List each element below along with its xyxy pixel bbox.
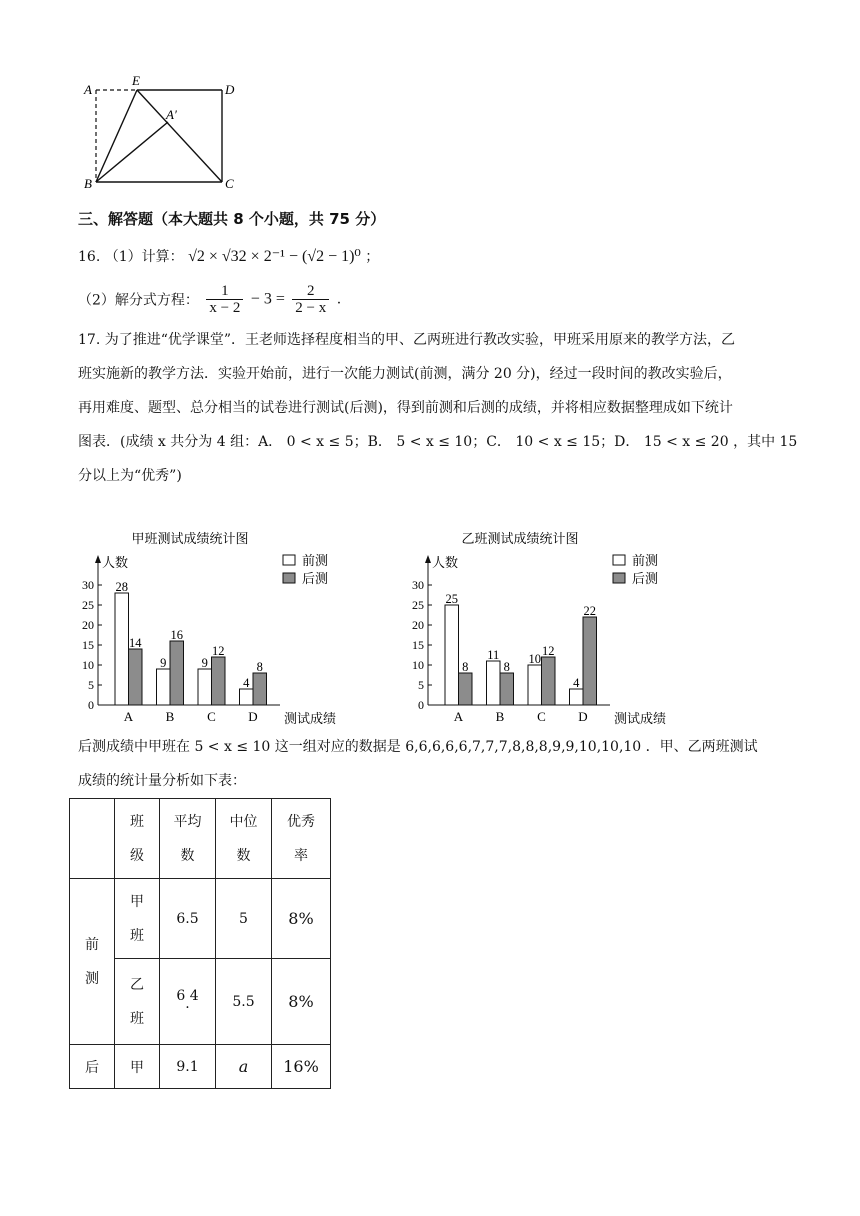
legend-swatch bbox=[283, 573, 295, 583]
data-label: 9 bbox=[160, 656, 167, 670]
data-label: 8 bbox=[462, 660, 469, 674]
category-label: C bbox=[537, 709, 546, 724]
question-16-part2 bbox=[78, 283, 341, 316]
header-rate bbox=[272, 799, 331, 879]
q17-line-5: 分以上为“优秀”) bbox=[78, 468, 182, 484]
y-tick-label: 10 bbox=[82, 658, 94, 672]
chart-title: 甲班测试成绩统计图 bbox=[131, 531, 249, 546]
row-class-label: 甲 班 bbox=[130, 893, 144, 944]
fraction-2 bbox=[292, 283, 329, 316]
header-empty-cell bbox=[70, 799, 115, 879]
question-17-followup bbox=[78, 730, 798, 798]
question-16-part1 bbox=[78, 246, 379, 266]
bar-post bbox=[253, 673, 267, 705]
header-mean bbox=[160, 799, 216, 879]
legend-label: 后测 bbox=[302, 571, 329, 586]
y-tick-label: 5 bbox=[88, 678, 94, 692]
chart-title: 乙班测试成绩统计图 bbox=[461, 531, 579, 546]
y-tick-label: 25 bbox=[412, 598, 424, 612]
class-yi-bar-chart bbox=[400, 525, 700, 730]
bar-post bbox=[500, 673, 514, 705]
legend-label: 前测 bbox=[632, 553, 659, 568]
row-rate: 8% bbox=[272, 959, 331, 1045]
table-row bbox=[70, 879, 331, 959]
q16-part2-label: （2）解分式方程： bbox=[78, 292, 199, 309]
edge-eb bbox=[96, 90, 137, 182]
category-label: D bbox=[578, 709, 588, 724]
data-label: 16 bbox=[170, 628, 183, 642]
q17-line-4: 图表．(成绩 x 共分为 4 组：A． 0 < x ≤ 5；B． 5 < x ≤ 10；C． 10 < x ≤ 15；D． 15 < x ≤ 20 ，其中 15 bbox=[78, 434, 798, 450]
bar-pre bbox=[115, 593, 129, 705]
row-rate: 16% bbox=[272, 1045, 331, 1089]
q16-number: 16. bbox=[78, 249, 101, 265]
row-class-cell bbox=[115, 879, 160, 959]
table-header-row bbox=[70, 799, 331, 879]
y-tick-label: 10 bbox=[412, 658, 424, 672]
category-label: D bbox=[248, 709, 258, 724]
bar-post bbox=[212, 657, 226, 705]
fraction-2-numerator: 2 bbox=[292, 283, 329, 300]
followup-line-2: 成绩的统计量分析如下表： bbox=[78, 773, 246, 789]
y-axis-arrow bbox=[95, 555, 101, 563]
y-tick-label: 15 bbox=[82, 638, 94, 652]
y-axis-label: 人数 bbox=[102, 555, 129, 570]
table-row bbox=[70, 1045, 331, 1089]
header-median bbox=[216, 799, 272, 879]
label-c: C bbox=[225, 176, 234, 191]
minus-three: − 3 = bbox=[250, 290, 285, 308]
bar-pre bbox=[157, 669, 171, 705]
bar-post bbox=[129, 649, 143, 705]
category-label: C bbox=[207, 709, 216, 724]
fraction-2-denominator: 2 − x bbox=[295, 300, 327, 316]
edge-ec bbox=[137, 90, 222, 182]
row-median: 5 bbox=[216, 879, 272, 959]
bar-pre bbox=[528, 665, 542, 705]
legend-label: 前测 bbox=[302, 553, 329, 568]
x-axis-label: 测试成绩 bbox=[614, 711, 667, 726]
data-label: 12 bbox=[212, 644, 225, 658]
bar-post bbox=[583, 617, 597, 705]
y-axis-label: 人数 bbox=[432, 555, 459, 570]
q16-part1-label: （1）计算： bbox=[104, 249, 184, 265]
q16-part1-end: ； bbox=[365, 249, 380, 265]
header-rate-label: 优秀 率 bbox=[287, 813, 315, 864]
bar-pre bbox=[570, 689, 584, 705]
data-label: 4 bbox=[573, 676, 580, 690]
bar-pre bbox=[445, 605, 459, 705]
row-class-cell bbox=[115, 959, 160, 1045]
label-a-prime: A′ bbox=[166, 107, 177, 122]
x-axis-label: 测试成绩 bbox=[284, 711, 337, 726]
row-mean-cell bbox=[160, 959, 216, 1045]
row-mean: 6 4 · bbox=[176, 987, 199, 1016]
q16-part1-expression: √2 × √32 × 2⁻¹ − (√2 − 1)⁰ bbox=[188, 248, 361, 265]
bar-post bbox=[170, 641, 184, 705]
legend-swatch bbox=[283, 555, 295, 565]
row-class-label: 乙 班 bbox=[130, 976, 144, 1027]
label-b: B bbox=[84, 176, 92, 191]
data-label: 8 bbox=[256, 660, 263, 674]
bar-pre bbox=[198, 669, 212, 705]
row-median: 5.5 bbox=[216, 959, 272, 1045]
y-tick-label: 20 bbox=[82, 618, 94, 632]
data-label: 22 bbox=[583, 604, 596, 618]
fraction-1 bbox=[206, 283, 243, 316]
legend-swatch bbox=[613, 573, 625, 583]
header-class bbox=[115, 799, 160, 879]
header-median-label: 中位 数 bbox=[229, 813, 258, 864]
bar-pre bbox=[240, 689, 254, 705]
q17-line-3: 再用难度、题型、总分相当的试卷进行测试(后测)，得到前测和后测的成绩，并将相应数据整理成如下统计 bbox=[78, 400, 733, 416]
label-e: E bbox=[132, 73, 140, 88]
followup-line-1: 后测成绩中甲班在 5 < x ≤ 10 这一组对应的数据是 6,6,6,6,6,7,7,7,8,8,8,9,9,10,10,10 ．甲、乙两班测试 bbox=[78, 739, 758, 755]
data-label: 25 bbox=[445, 592, 458, 606]
geometry-figure bbox=[80, 72, 250, 194]
header-mean-label: 平均 数 bbox=[173, 813, 202, 864]
data-label: 28 bbox=[115, 580, 128, 594]
y-tick-label: 30 bbox=[82, 578, 94, 592]
row-class: 甲 bbox=[115, 1045, 160, 1089]
class-jia-bar-chart bbox=[70, 525, 370, 730]
y-tick-label: 20 bbox=[412, 618, 424, 632]
bar-pre bbox=[487, 661, 501, 705]
data-label: 4 bbox=[243, 676, 250, 690]
data-label: 9 bbox=[201, 656, 208, 670]
data-label: 12 bbox=[542, 644, 555, 658]
y-tick-label: 5 bbox=[418, 678, 424, 692]
y-tick-label: 25 bbox=[82, 598, 94, 612]
category-label: B bbox=[495, 709, 505, 724]
row-median: a bbox=[216, 1045, 272, 1089]
q16-part2-end: . bbox=[336, 291, 342, 308]
y-axis-arrow bbox=[425, 555, 431, 563]
bar-post bbox=[542, 657, 556, 705]
data-label: 14 bbox=[129, 636, 142, 650]
category-label: A bbox=[453, 709, 464, 724]
row-mean: 9.1 bbox=[160, 1045, 216, 1089]
label-d: D bbox=[225, 82, 235, 97]
legend-label: 后测 bbox=[632, 571, 659, 586]
group-pre-label: 前 测 bbox=[85, 936, 99, 987]
stats-table bbox=[69, 798, 331, 1089]
legend-swatch bbox=[613, 555, 625, 565]
data-label: 11 bbox=[487, 648, 500, 662]
edge-ba-prime bbox=[96, 122, 168, 182]
y-tick-label: 0 bbox=[88, 698, 94, 712]
header-class-label: 班 级 bbox=[130, 813, 144, 864]
row-rate: 8% bbox=[272, 879, 331, 959]
row-mean: 6.5 bbox=[160, 879, 216, 959]
label-a: A bbox=[84, 82, 92, 97]
category-label: B bbox=[165, 709, 175, 724]
data-label: 8 bbox=[503, 660, 510, 674]
question-17-text bbox=[78, 323, 798, 493]
q17-line-1: 17. 为了推进“优学课堂”．王老师选择程度相当的甲、乙两班进行教改实验，甲班采用原来的教学方法，乙 bbox=[78, 332, 736, 348]
section-heading: 三、解答题（本大题共 8 个小题，共 75 分） bbox=[78, 210, 386, 228]
group-post-test: 后 bbox=[70, 1045, 115, 1089]
y-tick-label: 30 bbox=[412, 578, 424, 592]
q17-line-2: 班实施新的教学方法．实验开始前，进行一次能力测试(前测，满分 20 分)，经过一段时间的教改实验后， bbox=[78, 366, 732, 382]
category-label: A bbox=[123, 709, 134, 724]
data-label: 10 bbox=[528, 652, 541, 666]
fraction-1-denominator: x − 2 bbox=[209, 300, 241, 316]
y-tick-label: 15 bbox=[412, 638, 424, 652]
fraction-1-numerator: 1 bbox=[206, 283, 243, 300]
group-pre-test bbox=[70, 879, 115, 1045]
bar-post bbox=[459, 673, 473, 705]
y-tick-label: 0 bbox=[418, 698, 424, 712]
